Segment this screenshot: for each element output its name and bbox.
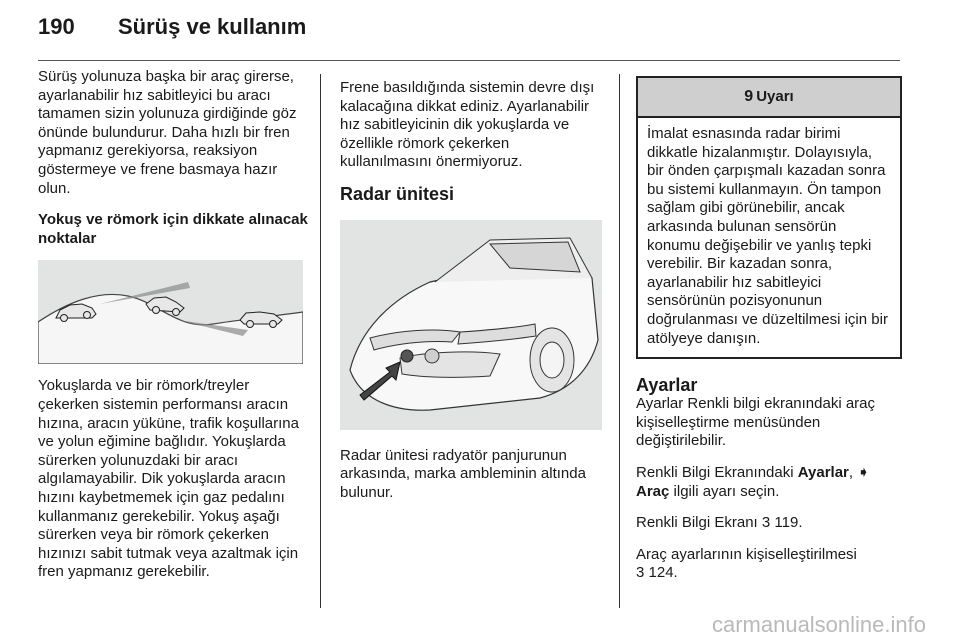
- ref1-page: 119.: [770, 514, 803, 532]
- col3-paragraph-2: [636, 464, 902, 501]
- warning-title: Uyarı: [756, 87, 794, 105]
- col2-paragraph-2: Radar ünitesi radyatör panjurunun arkasında, marka ambleminin altında bulunur.: [340, 446, 586, 501]
- col3-paragraph-1: Ayarlar Renkli bilgi ekranındaki araç kişiselleştirme menüsünden değiştirilebilir.: [636, 395, 876, 450]
- arrow-icon: ➧: [857, 463, 870, 481]
- warning-box: [636, 76, 902, 359]
- warning-text: İmalat esnasında radar birimi dikkatle hizalanmıştır. Dolayısıyla, bir önden çarpışmalı kazadan sonra bu sistemi kullanmayın. Ön tampon sağlam gibi görünebilir, ancak arkasında bulunan sensörün konumu değişebilir ve yanlış tepki verebilir. Bir kazadan sonra, ayarlanabilir hız sabitleyici sensörünün pozisyonunun doğrulanması ve düzeltilmesi için bir atölyeye danışın.: [647, 125, 888, 347]
- column-2: [340, 79, 605, 515]
- col3-paragraph-3: [636, 546, 902, 583]
- ref2-page: 124.: [644, 564, 678, 582]
- page-number: 190: [38, 14, 75, 39]
- col1-paragraph-1: Sürüş yolunuza başka bir araç girerse, ayarlanabilir hız sabitleyici bu aracı tamamen sizin yolunuza girdiğinde göz önünde bulundurur. Daha hızlı bir fren yapmanız gerekiyorsa, reaksiyon göstermeye ve frene basmaya hazır olun.: [38, 68, 297, 197]
- column-divider-1: [320, 74, 321, 608]
- para2-separator: ,: [848, 463, 858, 481]
- page-reference-icon: 3: [636, 564, 645, 582]
- col3-reference-1: [636, 514, 902, 533]
- para3-text: Araç ayarlarının kişiselleştirilmesi: [636, 545, 857, 563]
- ref1-text: Renkli Bilgi Ekranı: [636, 514, 762, 532]
- col1-heading: Yokuş ve römork için dikkate alınacak noktalar: [38, 211, 308, 247]
- header-rule: [38, 60, 900, 61]
- hill-illustration: [38, 260, 303, 364]
- para2-suffix: ilgili ayarı seçin.: [669, 482, 780, 500]
- page-reference-icon: 3: [761, 514, 771, 532]
- para2-prefix: Renkli Bilgi Ekranındaki: [636, 463, 798, 481]
- para2-bold-settings: Ayarlar: [797, 463, 849, 481]
- warning-icon: 9: [744, 87, 754, 105]
- para2-bold-vehicle: Araç: [636, 482, 670, 500]
- column-1: [38, 68, 308, 595]
- watermark: carmanualsonline.info: [711, 612, 926, 637]
- radar-car-illustration: [340, 220, 602, 430]
- column-divider-2: [619, 74, 620, 608]
- chapter-title: Sürüş ve kullanım: [118, 14, 307, 39]
- column-3: [636, 76, 902, 596]
- warning-header: [638, 78, 900, 118]
- col2-paragraph-1: Frene basıldığında sistemin devre dışı kalacağına dikkat ediniz. Ayarlanabilir hız sabitleyicinin dik yokuşlarda ve özellikle römork çekerken kullanılmasını önermiyoruz.: [340, 79, 595, 171]
- col3-heading: Ayarlar: [636, 375, 698, 396]
- col1-paragraph-2: Yokuşlarda ve bir römork/treyler çekerken sistemin performansı aracın hızına, aracın yüküne, trafik koşullarına ve yolun eğimine bağlıdır. Yokuşlarda sürerken yolunuzdaki bir aracı algılamayabilir. Dik yokuşlarda aracın hızını kaybetmemek için gaz pedalını kullanmanız gerekebilir. Yokuş aşağı sürerken veya bir römork çekerken hızınızı sabit tutmak veya azaltmak için fren yapmanız gerekebilir.: [38, 377, 299, 581]
- col2-heading: Radar ünitesi: [340, 183, 455, 204]
